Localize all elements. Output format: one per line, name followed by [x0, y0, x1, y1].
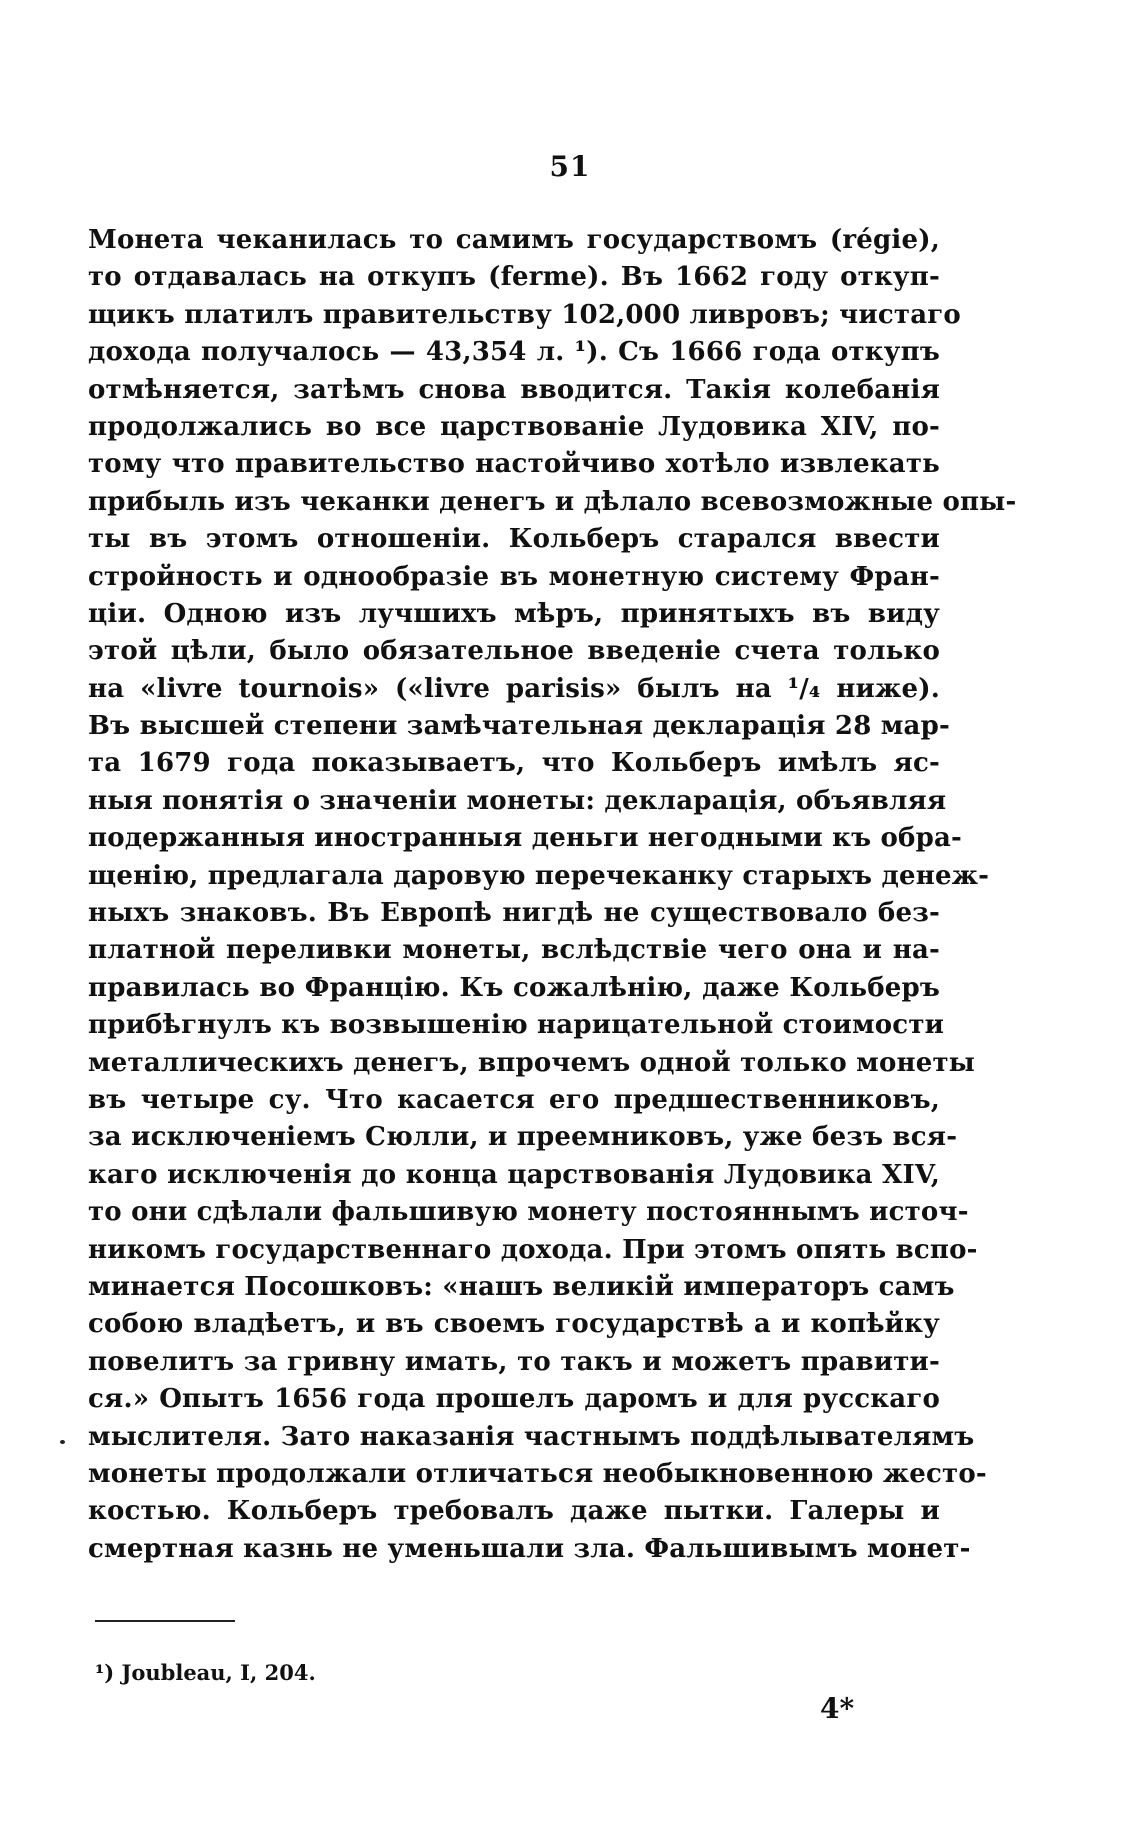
- page-number: 51: [549, 150, 591, 183]
- main-text: [88, 222, 1017, 1568]
- text-line: отмѣняется, затѣмъ снова вводится. Такія колебанія: [88, 374, 940, 405]
- text-line: собою владѣетъ, и въ своемъ государствѣ а и копѣйку: [88, 1309, 940, 1340]
- text-line: дохода получалось — 43,354 л. ¹). Съ 1666 года откупъ: [88, 337, 940, 368]
- text-line: подержанныя иностранныя деньги негодными къ обра-: [88, 823, 962, 854]
- text-line: стройность и однообразіе въ монетную систему Фран-: [88, 561, 940, 592]
- text-line: костью. Кольберъ требовалъ даже пытки. Галеры и: [88, 1496, 940, 1527]
- margin-mark: [60, 1440, 65, 1444]
- text-line: каго исключенія до конца царствованія Лудовика XIV,: [88, 1159, 940, 1190]
- footnote: ¹) Joubleau, I, 204.: [95, 1660, 316, 1685]
- text-line: правилась во Францію. Къ сожалѣнію, даже Кольберъ: [88, 972, 940, 1003]
- text-line: никомъ государственнаго дохода. При этомъ опять вспо-: [88, 1234, 978, 1265]
- text-line: ныя понятія о значеніи монеты: декларація, объявляя: [88, 785, 947, 816]
- text-line: щенію, предлагала даровую перечеканку старыхъ денеж-: [88, 860, 990, 891]
- text-line: этой цѣли, было обязательное введеніе счета только: [88, 636, 940, 667]
- text-line: смертная казнь не уменьшали зла. Фальшивымъ монет-: [88, 1533, 971, 1564]
- text-line: мыслителя. Зато наказанія частнымъ поддѣлывателямъ: [88, 1421, 975, 1452]
- text-line: то они сдѣлали фальшивую монету постояннымъ источ-: [88, 1197, 969, 1228]
- text-line: то отдавалась на откупъ (ferme). Въ 1662 году откуп-: [88, 262, 940, 293]
- text-line: прибыль изъ чеканки денегъ и дѣлало всевозможные опы-: [88, 486, 1017, 517]
- text-line: металлическихъ денегъ, впрочемъ одной только монеты: [88, 1047, 976, 1078]
- text-line: въ четыре су. Что касается его предшественниковъ,: [88, 1084, 940, 1115]
- footnote-divider: [95, 1620, 235, 1622]
- text-line: ціи. Одною изъ лучшихъ мѣръ, принятыхъ въ виду: [88, 598, 940, 629]
- text-line: платной переливки монеты, вслѣдствіе чего она и на-: [88, 935, 940, 966]
- text-line: за исключеніемъ Сюлли, и преемниковъ, уже безъ вся-: [88, 1122, 958, 1153]
- text-line: продолжались во все царствованіе Лудовика XIV, по-: [88, 411, 940, 442]
- text-line: Въ высшей степени замѣчательная декларація 28 мар-: [88, 711, 950, 742]
- text-line: на «livre tournois» («livre parisis» былъ на ¹/₄ ниже).: [88, 673, 940, 704]
- signature-mark: 4*: [820, 1692, 855, 1725]
- text-line: монеты продолжали отличаться необыкновенною жесто-: [88, 1458, 987, 1489]
- text-line: ты въ этомъ отношеніи. Кольберъ старался ввести: [88, 524, 940, 555]
- text-line: тому что правительство настойчиво хотѣло извлекать: [88, 449, 940, 480]
- text-line: Монета чеканилась то самимъ государствомъ (régie),: [88, 225, 940, 255]
- text-line: минается Посошковъ: «нашъ великій императоръ самъ: [88, 1271, 955, 1302]
- text-line: прибѣгнулъ къ возвышенію нарицательной стоимости: [88, 1010, 945, 1041]
- text-line: повелитъ за гривну имать, то такъ и можетъ правити-: [88, 1346, 940, 1377]
- text-line: та 1679 года показываетъ, что Кольберъ имѣлъ яс-: [88, 748, 940, 779]
- text-line: щикъ платилъ правительству 102,000 ливровъ; чистаго: [88, 299, 961, 330]
- text-line: ся.» Опытъ 1656 года прошелъ даромъ и для русскаго: [88, 1384, 940, 1415]
- text-line: ныхъ знаковъ. Въ Европѣ нигдѣ не существовало без-: [88, 898, 940, 929]
